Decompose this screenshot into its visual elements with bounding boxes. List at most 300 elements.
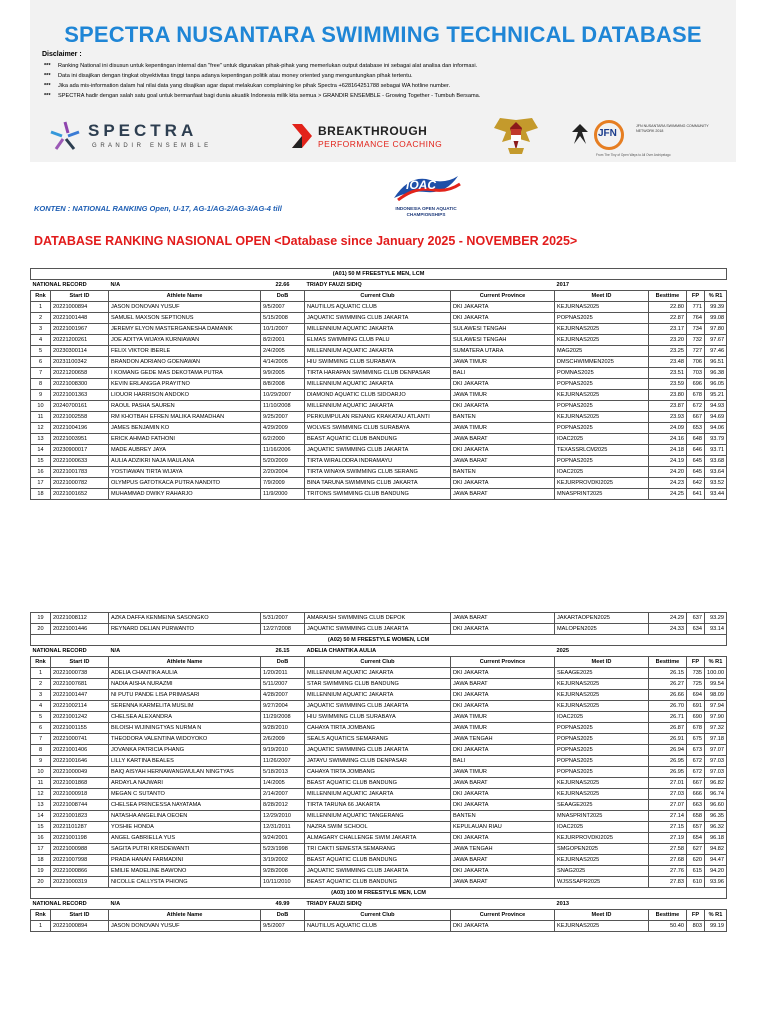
- table-cell: 16: [31, 833, 51, 844]
- table-cell: JAWA BARAT: [451, 613, 555, 624]
- table-cell: 11/26/2007: [261, 756, 305, 767]
- national-record-time: 49.99: [261, 899, 305, 910]
- table-cell: MILLENNIUM AQUATIC JAKARTA: [305, 668, 451, 679]
- column-header: Rnk: [31, 910, 51, 921]
- table-row: [31, 456, 727, 467]
- table-row: [31, 701, 727, 712]
- table-cell: 50.40: [649, 921, 687, 932]
- table-cell: 18: [31, 855, 51, 866]
- table-cell: KEJURNAS2025: [555, 324, 649, 335]
- table-cell: NATASHA ANGELINA OEOEN: [109, 811, 261, 822]
- table-cell: 17: [31, 478, 51, 489]
- table-cell: 7: [31, 734, 51, 745]
- table-cell: 20221000894: [51, 302, 109, 313]
- table-cell: NAZRA SWIM SCHOOL: [305, 822, 451, 833]
- table-cell: 20221001155: [51, 723, 109, 734]
- table-cell: BEAST AQUATIC CLUB BANDUNG: [305, 434, 451, 445]
- table-cell: HIU SWIMMING CLUB SURABAYA: [305, 712, 451, 723]
- table-cell: 5: [31, 346, 51, 357]
- table-cell: 4: [31, 335, 51, 346]
- table-cell: JAWA TIMUR: [451, 767, 555, 778]
- table-cell: MILLENNIUM AQUATIC JAKARTA: [305, 789, 451, 800]
- table-cell: 6: [31, 723, 51, 734]
- spectra-star-icon: [48, 119, 82, 153]
- table-cell: 98.09: [705, 690, 727, 701]
- table-cell: 6/2/2000: [261, 434, 305, 445]
- table-cell: TIRTA WINAYA SWIMMING CLUB SERANG: [305, 467, 451, 478]
- column-header: % R1: [705, 291, 727, 302]
- table-cell: 11: [31, 778, 51, 789]
- table-row: [31, 756, 727, 767]
- table-cell: 26.94: [649, 745, 687, 756]
- table-cell: POMNAS2025: [555, 368, 649, 379]
- table-cell: 24.18: [649, 445, 687, 456]
- table-cell: 9/28/2008: [261, 866, 305, 877]
- table-cell: DKI JAKARTA: [451, 745, 555, 756]
- table-cell: 645: [687, 467, 705, 478]
- table-cell: 10: [31, 401, 51, 412]
- table-cell: 20221200658: [51, 368, 109, 379]
- table-cell: 3/19/2002: [261, 855, 305, 866]
- table-cell: JAQUATIC SWIMMING CLUB JAKARTA: [305, 313, 451, 324]
- table-cell: 6: [31, 357, 51, 368]
- table-cell: 96.05: [705, 379, 727, 390]
- table-cell: JAQUATIC SWIMMING CLUB JAKARTA: [305, 445, 451, 456]
- table-cell: BALI: [451, 368, 555, 379]
- table-cell: 24.20: [649, 467, 687, 478]
- table-cell: DKI JAKARTA: [451, 302, 555, 313]
- table-cell: 5/31/2007: [261, 613, 305, 624]
- table-cell: DMSCHWIMMEN2025: [555, 357, 649, 368]
- table-cell: 19: [31, 866, 51, 877]
- column-header: Start ID: [51, 657, 109, 668]
- table-cell: 20221007681: [51, 679, 109, 690]
- table-cell: 26.95: [649, 756, 687, 767]
- table-cell: 93.79: [705, 434, 727, 445]
- iaoc-logo-name: IOAC: [406, 178, 436, 192]
- table-cell: POPNAS2025: [555, 734, 649, 745]
- table-cell: MADE AUBREY JAYA: [109, 445, 261, 456]
- table-cell: 10/1/2007: [261, 324, 305, 335]
- table-cell: CHELSEA ALEXANDRA: [109, 712, 261, 723]
- table-cell: JAKARTAOPEN2025: [555, 613, 649, 624]
- breakthrough-logo-sub: PERFORMANCE COACHING: [318, 139, 443, 149]
- table-cell: 96.51: [705, 357, 727, 368]
- jfn-logo-name: JFN: [598, 128, 617, 139]
- table-cell: KEJURNAS2025: [555, 335, 649, 346]
- table-cell: 5/23/1998: [261, 844, 305, 855]
- event-title-row: [31, 635, 727, 646]
- table-cell: KEJURNAS2025: [555, 302, 649, 313]
- column-header: FP: [687, 910, 705, 921]
- table-cell: 646: [687, 445, 705, 456]
- table-cell: FELIX VIKTOR IBERLE: [109, 346, 261, 357]
- national-record-year: 2025: [555, 646, 727, 657]
- table-cell: JAMES BENJAMIN KO: [109, 423, 261, 434]
- table-cell: MILLENNIUM AQUATIC JAKARTA: [305, 324, 451, 335]
- table-cell: POPNAS2025: [555, 313, 649, 324]
- table-cell: 8/28/2012: [261, 800, 305, 811]
- table-cell: TEXASSRLCM2025: [555, 445, 649, 456]
- table-cell: KEJURNAS2025: [555, 690, 649, 701]
- table-cell: 19: [31, 613, 51, 624]
- table-cell: 20221101287: [51, 822, 109, 833]
- table-cell: 24.09: [649, 423, 687, 434]
- table-cell: 678: [687, 723, 705, 734]
- table-cell: 12/29/2010: [261, 811, 305, 822]
- table-cell: NADIA AISHA NURAZMI: [109, 679, 261, 690]
- table-cell: 9/5/2007: [261, 302, 305, 313]
- table-cell: 20221001447: [51, 690, 109, 701]
- table-cell: CAHAYA TIRTA JOMBANG: [305, 767, 451, 778]
- table-cell: 20221000738: [51, 668, 109, 679]
- table-cell: JAWA TENGAH: [451, 844, 555, 855]
- national-record-row: [31, 280, 727, 291]
- column-header-row: [31, 291, 727, 302]
- table-cell: 4/28/2007: [261, 690, 305, 701]
- table-cell: 24.33: [649, 624, 687, 635]
- table-cell: 2/20/2004: [261, 467, 305, 478]
- table-cell: 24.25: [649, 489, 687, 500]
- table-cell: BEAST AQUATIC CLUB BANDUNG: [305, 778, 451, 789]
- disclaimer-item: *** SPECTRA hadir dengan salah satu goal untuk bermanfaat bagi dunia akuatik Indonesia milik kita semua > GRANDIR ENSEMBLE - Growing Together - Tumbuh Bersama.: [44, 93, 481, 99]
- spectra-logo-name: SPECTRA: [88, 121, 198, 140]
- table-cell: NAUTILUS AQUATIC CLUB: [305, 921, 451, 932]
- table-cell: 18: [31, 489, 51, 500]
- table-cell: BILOISH WIJININGTYAS NURMA N: [109, 723, 261, 734]
- table-cell: 94.47: [705, 855, 727, 866]
- table-cell: 9: [31, 756, 51, 767]
- table-cell: 97.18: [705, 734, 727, 745]
- table-cell: 4/14/2005: [261, 357, 305, 368]
- breakthrough-chevron-icon: [290, 122, 314, 150]
- table-cell: 23.51: [649, 368, 687, 379]
- table-cell: 20221001406: [51, 745, 109, 756]
- national-record-row: [31, 646, 727, 657]
- table-cell: 27.01: [649, 778, 687, 789]
- table-cell: 97.67: [705, 335, 727, 346]
- table-row: [31, 822, 727, 833]
- column-header: % R1: [705, 910, 727, 921]
- table-cell: ERICK AHMAD FATHONI: [109, 434, 261, 445]
- table-cell: 23.17: [649, 324, 687, 335]
- table-cell: I KOMANG GEDE MAS DEKOTAMA PUTRA: [109, 368, 261, 379]
- table-row: [31, 313, 727, 324]
- table-cell: 11/16/2006: [261, 445, 305, 456]
- column-header-row: [31, 910, 727, 921]
- table-cell: AMARAISH SWIMMING CLUB DEPOK: [305, 613, 451, 624]
- table-cell: 20230300114: [51, 346, 109, 357]
- table-cell: 642: [687, 478, 705, 489]
- table-cell: SULAWESI TENGAH: [451, 335, 555, 346]
- table-cell: DKI JAKARTA: [451, 866, 555, 877]
- table-cell: 3: [31, 324, 51, 335]
- table-cell: 9/25/2007: [261, 412, 305, 423]
- table-cell: 20221000741: [51, 734, 109, 745]
- jfn-bird-icon: [570, 122, 590, 146]
- national-record-time: 22.66: [261, 280, 305, 291]
- content-note: KONTEN : NATIONAL RANKING Open, U-17, AG-1/AG-2/AG-3/AG-4 till: [34, 204, 282, 213]
- table-cell: WJSSSAPR2025: [555, 877, 649, 888]
- table-cell: 20221001868: [51, 778, 109, 789]
- table-cell: MALOPEN2025: [555, 624, 649, 635]
- table-cell: 12/27/2008: [261, 624, 305, 635]
- table-cell: 24.19: [649, 456, 687, 467]
- table-cell: ADELIA CHANTIKA AULIA: [109, 668, 261, 679]
- table-row: [31, 412, 727, 423]
- table-cell: 96.18: [705, 833, 727, 844]
- table-cell: 12/31/2011: [261, 822, 305, 833]
- table-cell: DKI JAKARTA: [451, 445, 555, 456]
- page-title: SPECTRA NUSANTARA SWIMMING TECHNICAL DATABASE: [64, 22, 702, 47]
- table-cell: JASON DONOVAN YUSUF: [109, 302, 261, 313]
- table-cell: 732: [687, 335, 705, 346]
- table-row: [31, 379, 727, 390]
- table-cell: 20221007998: [51, 855, 109, 866]
- table-cell: WOLVES SWIMMING CLUB SURABAYA: [305, 423, 451, 434]
- disclaimer-item: *** Jika ada mis-information dalam hal nilai data yang disajikan agar dapat melakukan complaining ke pihak Spectra +628164251788 sebagai WA hotline number.: [44, 83, 451, 89]
- table-cell: IOAC2025: [555, 467, 649, 478]
- table-row: [31, 778, 727, 789]
- table-cell: DKI JAKARTA: [451, 701, 555, 712]
- table-cell: MAG2025: [555, 346, 649, 357]
- table-row: [31, 767, 727, 778]
- table-cell: JAQUATIC SWIMMING CLUB JAKARTA: [305, 866, 451, 877]
- table-cell: POPNAS2025: [555, 423, 649, 434]
- table-cell: ELMAS SWIMMING CLUB PALU: [305, 335, 451, 346]
- table-cell: JAQUATIC SWIMMING CLUB JAKARTA: [305, 701, 451, 712]
- table-cell: 20221000894: [51, 921, 109, 932]
- table-cell: KEJURNAS2025: [555, 789, 649, 800]
- disclaimer-item: *** Ranking National ini disusun untuk kepentingan internal dan "free" untuk digunakan pihak-pihak yang memerlukan output database ini sebagai alat analisa dan informasi.: [44, 63, 478, 69]
- table-cell: 23.59: [649, 379, 687, 390]
- table-cell: 706: [687, 357, 705, 368]
- table-row: [31, 877, 727, 888]
- table-cell: 27.19: [649, 833, 687, 844]
- table-cell: YOSHIE HONDA: [109, 822, 261, 833]
- table-cell: 634: [687, 624, 705, 635]
- table-cell: EMILIE MADELINE BAWONO: [109, 866, 261, 877]
- bullet-star: ***: [44, 63, 51, 69]
- table-cell: 20221000049: [51, 767, 109, 778]
- iaoc-logo: [386, 172, 466, 220]
- table-cell: 93.44: [705, 489, 727, 500]
- table-cell: 637: [687, 613, 705, 624]
- column-header: Current Club: [305, 291, 451, 302]
- table-cell: JOE ADITYA WIJAYA KURNIAWAN: [109, 335, 261, 346]
- table-cell: 27.03: [649, 789, 687, 800]
- table-cell: 641: [687, 489, 705, 500]
- table-cell: 9/19/2010: [261, 745, 305, 756]
- table-cell: JAQUATIC SWIMMING CLUB JAKARTA: [305, 745, 451, 756]
- breakthrough-logo: [290, 120, 470, 154]
- table-cell: TIRTA HARAPAN SWIMMING CLUB DENPASAR: [305, 368, 451, 379]
- table-cell: 1: [31, 302, 51, 313]
- table-cell: ARDAYLA NAJWARI: [109, 778, 261, 789]
- event-title-row: [31, 888, 727, 899]
- table-cell: 12: [31, 789, 51, 800]
- table-cell: 8/2/2001: [261, 335, 305, 346]
- table-row: [31, 613, 727, 624]
- table-cell: DIAMOND AQUATIC CLUB SIDOARJO: [305, 390, 451, 401]
- table-cell: BEAST AQUATIC CLUB BANDUNG: [305, 877, 451, 888]
- table-cell: 803: [687, 921, 705, 932]
- table-cell: 20240700161: [51, 401, 109, 412]
- table-cell: POPNAS2025: [555, 745, 649, 756]
- table-cell: 10/11/2010: [261, 877, 305, 888]
- table-cell: 771: [687, 302, 705, 313]
- table-cell: 648: [687, 434, 705, 445]
- table-cell: 20221008744: [51, 800, 109, 811]
- table-cell: DKI JAKARTA: [451, 921, 555, 932]
- table-cell: KEJURNAS2025: [555, 390, 649, 401]
- table-cell: 8: [31, 745, 51, 756]
- table-cell: KEJURNAS2025: [555, 701, 649, 712]
- table-cell: 5/15/2008: [261, 313, 305, 324]
- table-cell: 5/11/2007: [261, 679, 305, 690]
- spectra-logo: [48, 117, 258, 159]
- table-cell: SNAG2025: [555, 866, 649, 877]
- table-cell: JOVANKA PATRICIA PHANG: [109, 745, 261, 756]
- table-cell: 657: [687, 822, 705, 833]
- table-cell: 620: [687, 855, 705, 866]
- table-row: [31, 679, 727, 690]
- table-cell: CAHAYA TIRTA JOMBANG: [305, 723, 451, 734]
- table-cell: 97.46: [705, 346, 727, 357]
- table-cell: 24.23: [649, 478, 687, 489]
- table-cell: 99.54: [705, 679, 727, 690]
- table-cell: 703: [687, 368, 705, 379]
- table-cell: 20221000319: [51, 877, 109, 888]
- table-cell: 20221001448: [51, 313, 109, 324]
- table-cell: 22.87: [649, 313, 687, 324]
- table-cell: BINA TARUNA SWIMMING CLUB JAKARTA: [305, 478, 451, 489]
- column-header: Current Club: [305, 657, 451, 668]
- table-cell: 24.16: [649, 434, 687, 445]
- garuda-emblem-icon: [492, 114, 540, 158]
- table-cell: 734: [687, 324, 705, 335]
- table-cell: 9/5/2007: [261, 921, 305, 932]
- table-row: [31, 324, 727, 335]
- table-cell: 20231100342: [51, 357, 109, 368]
- table-cell: BANTEN: [451, 467, 555, 478]
- table-cell: 27.15: [649, 822, 687, 833]
- table-cell: 2/14/2007: [261, 789, 305, 800]
- table-cell: DKI JAKARTA: [451, 379, 555, 390]
- table-cell: 23.48: [649, 357, 687, 368]
- table-cell: KEPULAUAN RIAU: [451, 822, 555, 833]
- ranking-table-continued: [30, 612, 727, 932]
- table-cell: 94.82: [705, 844, 727, 855]
- table-cell: 10: [31, 767, 51, 778]
- event-title: (A03) 100 M FREESTYLE MEN, LCM: [31, 888, 727, 899]
- table-cell: 20: [31, 877, 51, 888]
- table-cell: 627: [687, 844, 705, 855]
- table-cell: 26.27: [649, 679, 687, 690]
- table-cell: 663: [687, 800, 705, 811]
- table-cell: DKI JAKARTA: [451, 313, 555, 324]
- table-row: [31, 423, 727, 434]
- column-header: Besttime: [649, 657, 687, 668]
- table-cell: DKI JAKARTA: [451, 833, 555, 844]
- table-cell: DKI JAKARTA: [451, 800, 555, 811]
- breakthrough-logo-name: BREAKTHROUGH: [318, 124, 428, 138]
- table-row: [31, 690, 727, 701]
- table-cell: 11/29/2008: [261, 712, 305, 723]
- table-cell: IOAC2025: [555, 434, 649, 445]
- table-cell: 97.90: [705, 712, 727, 723]
- table-cell: 615: [687, 866, 705, 877]
- table-cell: 94.93: [705, 401, 727, 412]
- table-cell: 96.82: [705, 778, 727, 789]
- table-cell: 20221000782: [51, 478, 109, 489]
- table-cell: 26.95: [649, 767, 687, 778]
- column-header: DoB: [261, 910, 305, 921]
- table-cell: THEODORA VALENTINA WIDOYOKO: [109, 734, 261, 745]
- table-cell: 610: [687, 877, 705, 888]
- table-cell: 96.74: [705, 789, 727, 800]
- table-row: [31, 723, 727, 734]
- table-cell: MNASPRINT2025: [555, 811, 649, 822]
- table-row: [31, 811, 727, 822]
- table-cell: MILLENNIUM AQUATIC JAKARTA: [305, 346, 451, 357]
- table-cell: JASON DONOVAN YUSUF: [109, 921, 261, 932]
- table-cell: IOAC2025: [555, 712, 649, 723]
- table-cell: ALMAGARY CHALLENGE SWIM JAKARTA: [305, 833, 451, 844]
- table-cell: 20221008300: [51, 379, 109, 390]
- table-cell: 678: [687, 390, 705, 401]
- table-cell: 20221008112: [51, 613, 109, 624]
- column-header: Athlete Name: [109, 910, 261, 921]
- table-cell: 96.38: [705, 368, 727, 379]
- table-cell: KEJURPROVDKI2025: [555, 478, 649, 489]
- table-cell: SAMUEL MAXSON SEPTIONUS: [109, 313, 261, 324]
- table-cell: DKI JAKARTA: [451, 624, 555, 635]
- national-record-id: N/A: [109, 899, 261, 910]
- table-cell: JAWA TIMUR: [451, 723, 555, 734]
- table-cell: SEAAGE2025: [555, 800, 649, 811]
- table-row: [31, 357, 727, 368]
- table-cell: JATAYU SWIMMING CLUB DENPASAR: [305, 756, 451, 767]
- table-cell: 13: [31, 800, 51, 811]
- table-cell: SULAWESI TENGAH: [451, 324, 555, 335]
- table-cell: AZKA DAFFA KENMEINA SASONGKO: [109, 613, 261, 624]
- table-cell: 20221001242: [51, 712, 109, 723]
- table-cell: 20221004196: [51, 423, 109, 434]
- table-row: [31, 734, 727, 745]
- table-cell: OLYMPUS GATOTKACA PUTRA NANDITO: [109, 478, 261, 489]
- table-cell: 9/24/2001: [261, 833, 305, 844]
- table-cell: SMGOPEN2025: [555, 844, 649, 855]
- table-cell: MILLENNIUM AQUATIC TANGERANG: [305, 811, 451, 822]
- table-row: [31, 921, 727, 932]
- table-cell: 14: [31, 445, 51, 456]
- table-cell: 93.29: [705, 613, 727, 624]
- table-cell: 5/20/2009: [261, 456, 305, 467]
- national-record-holder: TRIADY FAUZI SIDIQ: [305, 280, 555, 291]
- table-cell: STAR SWIMMING CLUB BANDUNG: [305, 679, 451, 690]
- column-header: Meet ID: [555, 657, 649, 668]
- table-cell: JAWA TIMUR: [451, 357, 555, 368]
- national-record-holder: ADELIA CHANTIKA AULIA: [305, 646, 555, 657]
- table-cell: 20221002114: [51, 701, 109, 712]
- table-cell: 16: [31, 467, 51, 478]
- table-cell: JAWA TIMUR: [451, 423, 555, 434]
- disclaimer-label: Disclaimer :: [42, 51, 82, 58]
- table-cell: RM KHOTBAH EFREN MALIKA RAMADHAN: [109, 412, 261, 423]
- table-cell: 1: [31, 668, 51, 679]
- table-cell: 8: [31, 379, 51, 390]
